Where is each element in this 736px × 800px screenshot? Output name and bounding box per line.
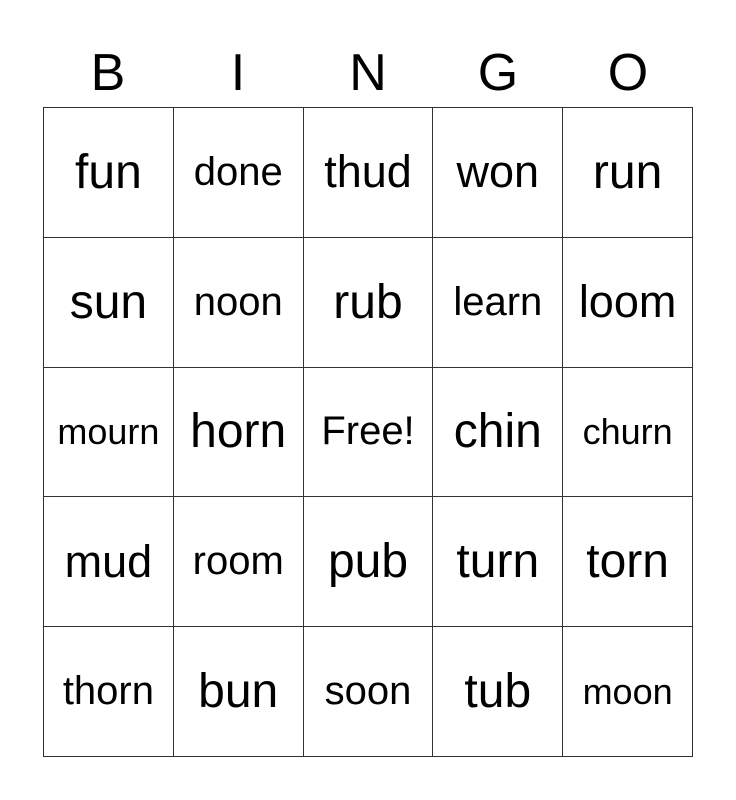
cell-word: thud xyxy=(324,146,412,198)
header-letter-i: I xyxy=(230,44,246,102)
header-letter-o: O xyxy=(607,44,649,102)
header-letter-n: N xyxy=(349,44,387,102)
free-space-label: Free! xyxy=(321,409,415,454)
header-letter-g: G xyxy=(477,44,519,102)
bingo-cell xyxy=(44,627,174,757)
bingo-cell xyxy=(433,627,563,757)
cell-word: turn xyxy=(456,535,540,589)
bingo-cell xyxy=(174,368,304,498)
bingo-cell xyxy=(174,238,304,368)
cell-word: moon xyxy=(582,670,673,712)
cell-word: bun xyxy=(198,665,279,719)
bingo-cell xyxy=(174,497,304,627)
bingo-cell xyxy=(304,108,434,238)
cell-word: soon xyxy=(324,669,412,714)
free-space-cell xyxy=(304,368,434,498)
cell-word: won xyxy=(456,146,540,198)
cell-word: sun xyxy=(69,275,148,329)
cell-word: done xyxy=(193,149,283,194)
bingo-cell xyxy=(174,627,304,757)
bingo-cell xyxy=(44,108,174,238)
bingo-cell xyxy=(304,497,434,627)
bingo-cell xyxy=(44,497,174,627)
cell-word: noon xyxy=(193,279,283,324)
cell-word: chin xyxy=(453,405,542,459)
bingo-cell xyxy=(563,497,693,627)
header-letter-b: B xyxy=(90,44,126,102)
cell-word: horn xyxy=(190,405,287,459)
bingo-cell xyxy=(44,238,174,368)
bingo-cell xyxy=(563,108,693,238)
bingo-cell xyxy=(304,627,434,757)
cell-word: fun xyxy=(75,145,142,199)
cell-word: thorn xyxy=(62,669,154,714)
cell-word: torn xyxy=(586,535,669,589)
bingo-cell xyxy=(433,238,563,368)
bingo-cell xyxy=(433,108,563,238)
cell-word: run xyxy=(592,145,663,199)
bingo-cell xyxy=(304,238,434,368)
bingo-header xyxy=(43,40,693,106)
bingo-grid xyxy=(43,107,693,757)
bingo-cell xyxy=(433,368,563,498)
cell-word: rub xyxy=(333,275,403,329)
cell-word: mud xyxy=(64,535,153,587)
bingo-cell xyxy=(174,108,304,238)
cell-word: room xyxy=(192,539,284,584)
bingo-cell xyxy=(433,497,563,627)
cell-word: pub xyxy=(327,535,409,589)
cell-word: mourn xyxy=(57,410,160,452)
cell-word: loom xyxy=(578,276,677,328)
cell-word: tub xyxy=(464,665,532,719)
bingo-cell xyxy=(563,627,693,757)
bingo-cell xyxy=(44,368,174,498)
cell-word: churn xyxy=(582,410,673,452)
bingo-cell xyxy=(563,238,693,368)
bingo-cell xyxy=(563,368,693,498)
cell-word: learn xyxy=(453,279,543,324)
